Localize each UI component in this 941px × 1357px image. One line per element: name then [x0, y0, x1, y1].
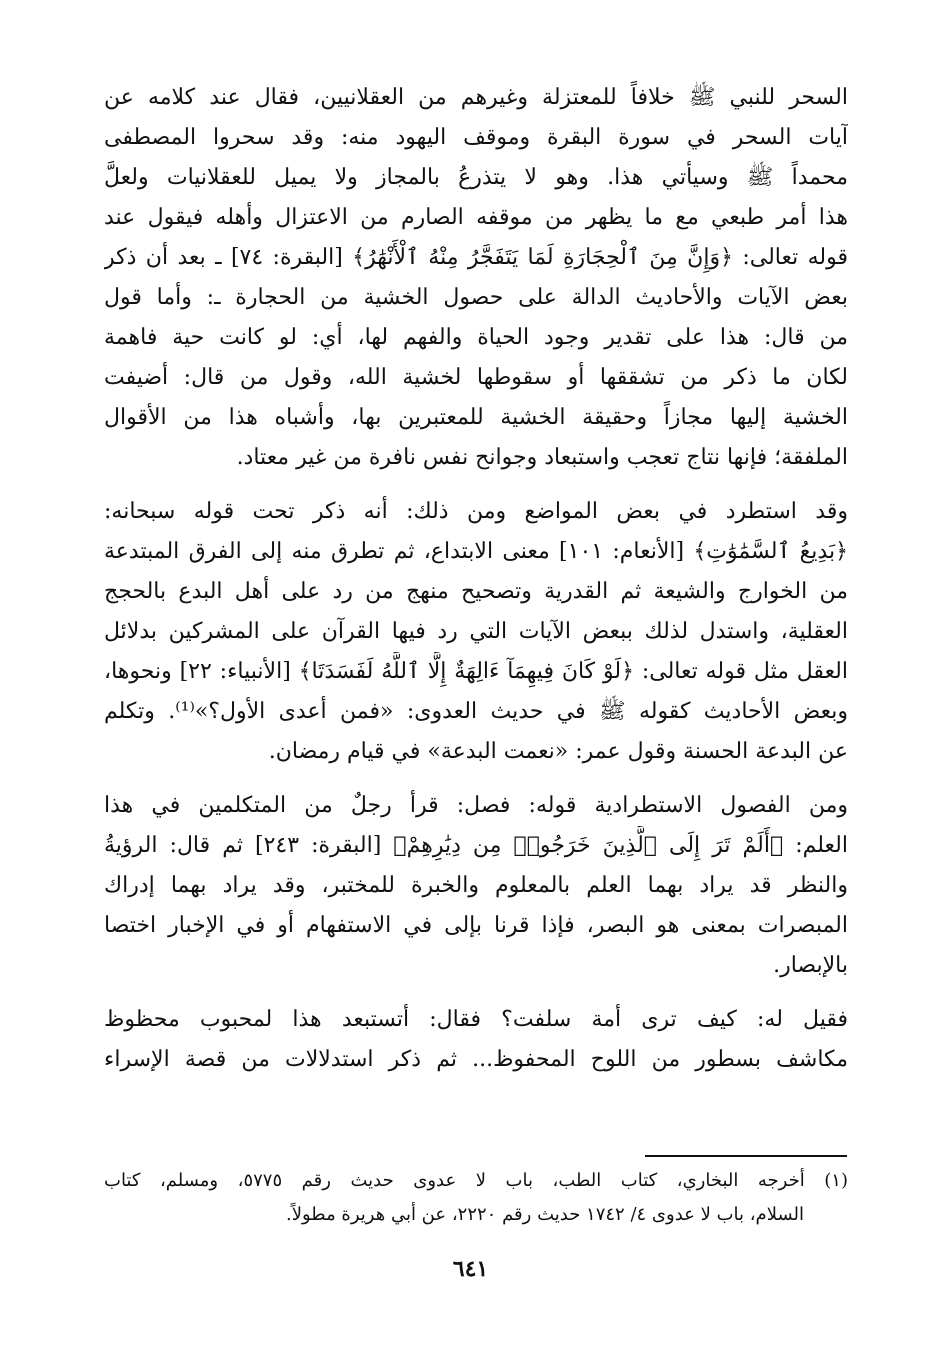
text-line: هذا أمر طبعي مع ما يظهر من موقفه الصارم من الاعتزال وأهله فيقول عند: [104, 205, 848, 230]
paragraph-gap: [104, 772, 848, 786]
text-line: فقيل له: كيف ترى أمة سلفت؟ فقال: أتستبعد هذا لمحبوب محظوظ: [104, 1007, 848, 1032]
footnote-line: (١) أخرجه البخاري، كتاب الطب، باب لا عدوى حديث رقم ٥٧٧٥، ومسلم، كتاب: [104, 1170, 848, 1191]
text-line: وبعض الأحاديث كقوله ﷺ في حديث العدوى: «فمن أعدى الأول؟»⁽¹⁾. وتكلم: [104, 699, 848, 724]
paragraph-3: [104, 786, 848, 986]
text-line: من قال: هذا على تقدير وجود الحياة والفهم لها، أي: لو كانت حية فاهمة: [104, 325, 848, 350]
page-number: ٦٤١: [452, 1256, 489, 1282]
text-line: المبصرات بمعنى هو البصر، فإذا قرنا بإلى في الاستفهام أو في الإخبار اختصا: [104, 913, 848, 938]
text-line: والنظر قد يراد بهما العلم بالمعلوم والخبرة للمختبر، وقد يراد بهما إدراك: [104, 873, 848, 898]
paragraph-1: [104, 78, 848, 478]
text-line: العلم: ﴿أَلَمْ تَرَ إِلَى ٱلَّذِينَ خَرَجُوا۟ مِن دِيَٰرِهِمْ﴾ [البقرة: ٢٤٣] ثم قال: الرؤيةُ: [104, 833, 848, 858]
paragraph-4: [104, 1000, 848, 1080]
text-line: لكان ما ذكر من تشققها أو سقوطها لخشية الله، وقول من قال: أضيفت: [104, 365, 848, 390]
text-line: العقلية، واستدل لذلك ببعض الآيات التي رد فيها القرآن على المشركين بدلائل: [104, 619, 848, 644]
text-line: الخشية إليها مجازاً وحقيقة الخشية للمعتبرين بها، وأشباه هذا من الأقوال: [104, 405, 848, 430]
text-line: ومن الفصول الاستطرادية قوله: فصل: قرأ رجلٌ من المتكلمين في هذا: [104, 793, 848, 818]
text-line: العقل مثل قوله تعالى: ﴿لَوْ كَانَ فِيهِمَآ ءَالِهَةٌ إِلَّا ٱللَّهُ لَفَسَدَتَا﴾ [الأنبياء: ٢٢] ونحوها،: [104, 659, 848, 684]
text-line: آيات السحر في سورة البقرة وموقف اليهود منه: وقد سحروا المصطفى: [104, 125, 848, 150]
text-line: بعض الآيات والأحاديث الدالة على حصول الخشية من الحجارة ـ: وأما قول: [104, 285, 848, 310]
paragraph-2: [104, 492, 848, 772]
footnote-line: السلام، باب لا عدوى ٤/ ١٧٤٢ حديث رقم ٢٢٢٠، عن أبي هريرة مطولاً.: [286, 1204, 804, 1225]
text-line: السحر للنبي ﷺ خلافاً للمعتزلة وغيرهم من العقلانيين، فقال عند كلامه عن: [104, 85, 848, 110]
text-line: بالإبصار.: [773, 953, 848, 978]
text-line: ﴿بَدِيعُ ٱلسَّمَٰوَٰتِ﴾ [الأنعام: ١٠١] معنى الابتداع، ثم تطرق منه إلى الفرق المبتدعة: [104, 539, 848, 564]
text-line: من الخوارج والشيعة ثم القدرية وتصحيح منهج من رد على أهل البدع بالحجج: [104, 579, 848, 604]
text-line: محمداً ﷺ وسيأتي هذا. وهو لا يتذرعُ بالمجاز ولا يميل للعقلانيات ولعلَّ: [104, 165, 848, 190]
text-line: قوله تعالى: ﴿وَإِنَّ مِنَ ٱلْحِجَارَةِ لَمَا يَتَفَجَّرُ مِنْهُ ٱلْأَنْهَٰرُ﴾ [البقرة: ٧٤] ـ بعد أن ذكر: [104, 245, 848, 270]
text-line: وقد استطرد في بعض المواضع ومن ذلك: أنه ذكر تحت قوله سبحانه:: [104, 499, 848, 524]
paragraph-gap: [104, 478, 848, 492]
footnotes: [104, 1164, 848, 1232]
paragraph-gap: [104, 986, 848, 1000]
footnote-separator: [645, 1155, 847, 1157]
text-line: الملفقة؛ فإنها نتاج تعجب واستبعاد وجوانح نفس نافرة من غير معتاد.: [236, 445, 848, 470]
text-line: عن البدعة الحسنة وقول عمر: «نعمت البدعة» في قيام رمضان.: [268, 739, 848, 764]
main-text: [104, 78, 848, 1080]
text-line: مكاشف بسطور من اللوح المحفوظ... ثم ذكر استدلالات من قصة الإسراء: [104, 1047, 848, 1072]
